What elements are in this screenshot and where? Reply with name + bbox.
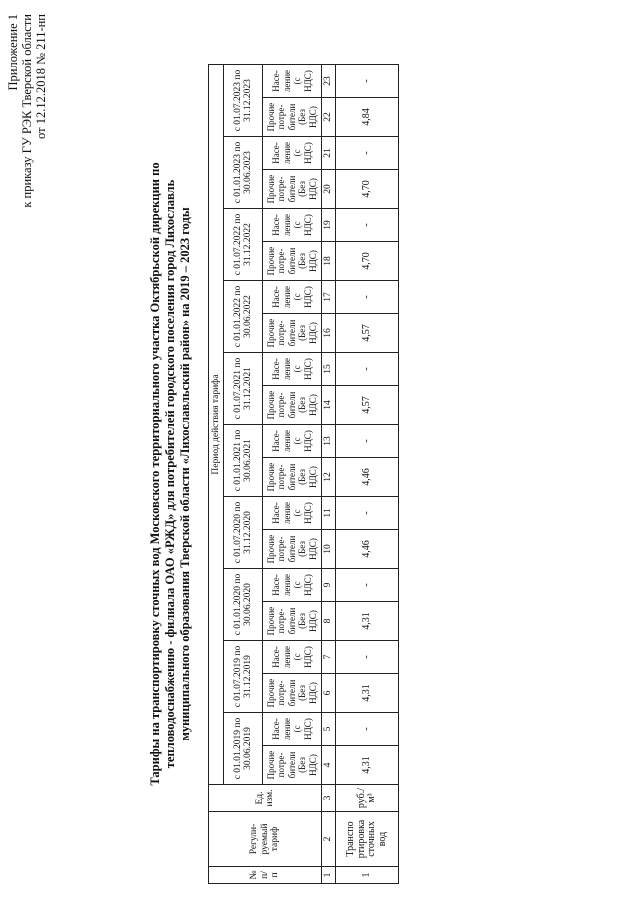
tariff-value-cell: 4,57	[336, 314, 399, 353]
period-cell: с 01.01.2019 по 30.06.2019	[224, 713, 263, 785]
subheader-population: Насе-ление (с НДС)	[263, 713, 322, 746]
appendix-line-2: к приказу ГУ РЭК Тверской области	[20, 14, 34, 208]
tariff-value-cell: 4,70	[336, 170, 399, 209]
tariff-value-cell: -	[336, 353, 399, 386]
tariff-value-cell: -	[336, 641, 399, 674]
subheader-other-consumers: Прочие потре-бители (Без НДС)	[263, 170, 322, 209]
tariff-value-cell: 4,46	[336, 458, 399, 497]
column-index: 7	[322, 641, 336, 674]
subheader-other-consumers: Прочие потре-бители (Без НДС)	[263, 314, 322, 353]
period-cell: с 01.01.2021 по 30.06.2021	[224, 425, 263, 497]
index-row	[322, 65, 336, 884]
header-row-periods	[224, 65, 263, 884]
tariff-value-cell: 4,31	[336, 674, 399, 713]
period-cell: с 01.07.2019 по 31.12.2019	[224, 641, 263, 713]
subheader-population: Насе-ление (с НДС)	[263, 353, 322, 386]
tariff-value-cell: -	[336, 497, 399, 530]
subheader-other-consumers: Прочие потре-бители (Без НДС)	[263, 242, 322, 281]
tariff-value-cell: -	[336, 65, 399, 98]
subheader-population: Насе-ление (с НДС)	[263, 425, 322, 458]
subheader-other-consumers: Прочие потре-бители (Без НДС)	[263, 98, 322, 137]
column-index: 21	[322, 137, 336, 170]
appendix-line-1: Приложение 1	[6, 14, 20, 91]
title-line-1: Тарифы на транспортировку сточных вод Московского территориального участка Октябрьской дирекции по	[148, 162, 162, 786]
subheader-other-consumers: Прочие потре-бители (Без НДС)	[263, 746, 322, 785]
column-index: 6	[322, 674, 336, 713]
subheader-population: Насе-ление (с НДС)	[263, 209, 322, 242]
appendix-note	[6, 14, 48, 208]
column-index: 3	[322, 785, 336, 812]
column-index: 1	[322, 867, 336, 884]
subheader-other-consumers: Прочие потре-бители (Без НДС)	[263, 602, 322, 641]
subheader-population: Насе-ление (с НДС)	[263, 641, 322, 674]
subheader-population: Насе-ление (с НДС)	[263, 65, 322, 98]
header-tariff: Регули-руемый тариф	[209, 812, 322, 867]
column-index: 23	[322, 65, 336, 98]
title-line-3: муниципального образования Тверской области «Лихославльский район» на 2019 – 2023 годы	[178, 207, 192, 741]
column-index: 15	[322, 353, 336, 386]
subheader-population: Насе-ление (с НДС)	[263, 497, 322, 530]
column-index: 17	[322, 281, 336, 314]
tariff-value-cell: -	[336, 137, 399, 170]
subheader-other-consumers: Прочие потре-бители (Без НДС)	[263, 386, 322, 425]
tariff-value-cell: -	[336, 209, 399, 242]
column-index: 8	[322, 602, 336, 641]
column-index: 5	[322, 713, 336, 746]
period-cell: с 01.07.2021 по 31.12.2021	[224, 353, 263, 425]
tariff-value-cell: 4,70	[336, 242, 399, 281]
table-row	[336, 65, 399, 884]
tariff-table	[208, 64, 399, 884]
column-index: 13	[322, 425, 336, 458]
period-cell: с 01.07.2022 по 31.12.2022	[224, 209, 263, 281]
column-index: 11	[322, 497, 336, 530]
period-cell: с 01.07.2020 по 31.12.2020	[224, 497, 263, 569]
column-index: 12	[322, 458, 336, 497]
column-index: 14	[322, 386, 336, 425]
appendix-line-3: от 12.12.2018 № 211-нп	[34, 14, 48, 139]
subheader-other-consumers: Прочие потре-бители (Без НДС)	[263, 674, 322, 713]
column-index: 2	[322, 812, 336, 867]
row-name: Транспо ртировка сточных вод	[336, 812, 399, 867]
subheader-population: Насе-ление (с НДС)	[263, 137, 322, 170]
period-cell: с 01.01.2023 по 30.06.2023	[224, 137, 263, 209]
tariff-value-cell: -	[336, 425, 399, 458]
column-index: 20	[322, 170, 336, 209]
tariff-value-cell: -	[336, 281, 399, 314]
header-row-top	[209, 65, 224, 884]
column-index: 22	[322, 98, 336, 137]
tariff-value-cell: 4,57	[336, 386, 399, 425]
column-index: 16	[322, 314, 336, 353]
tariff-value-cell: 4,84	[336, 98, 399, 137]
column-index: 18	[322, 242, 336, 281]
period-cell: с 01.01.2022 по 30.06.2022	[224, 281, 263, 353]
tariff-value-cell: -	[336, 713, 399, 746]
column-index: 19	[322, 209, 336, 242]
header-row-sub	[263, 65, 322, 884]
subheader-population: Насе-ление (с НДС)	[263, 569, 322, 602]
column-index: 9	[322, 569, 336, 602]
period-cell: с 01.01.2020 по 30.06.2020	[224, 569, 263, 641]
tariff-value-cell: 4,46	[336, 530, 399, 569]
column-index: 10	[322, 530, 336, 569]
subheader-other-consumers: Прочие потре-бители (Без НДС)	[263, 530, 322, 569]
document-title	[148, 124, 193, 824]
subheader-population: Насе-ление (с НДС)	[263, 281, 322, 314]
row-num: 1	[336, 867, 399, 884]
tariff-value-cell: 4,31	[336, 602, 399, 641]
header-num: № п/п	[209, 867, 322, 884]
tariff-value-cell: -	[336, 569, 399, 602]
header-period: Период действия тарифа	[209, 65, 224, 785]
tariff-value-cell: 4,31	[336, 746, 399, 785]
subheader-other-consumers: Прочие потре-бители (Без НДС)	[263, 458, 322, 497]
title-line-2: тепловодоснабжению - филиала ОАО «РЖД» для потребителей городского поселения город Лихославль	[163, 179, 177, 769]
row-unit: руб./м³	[336, 785, 399, 812]
header-unit: Ед. изм.	[209, 785, 322, 812]
column-index: 4	[322, 746, 336, 785]
period-cell: с 01.07.2023 по 31.12.2023	[224, 65, 263, 137]
